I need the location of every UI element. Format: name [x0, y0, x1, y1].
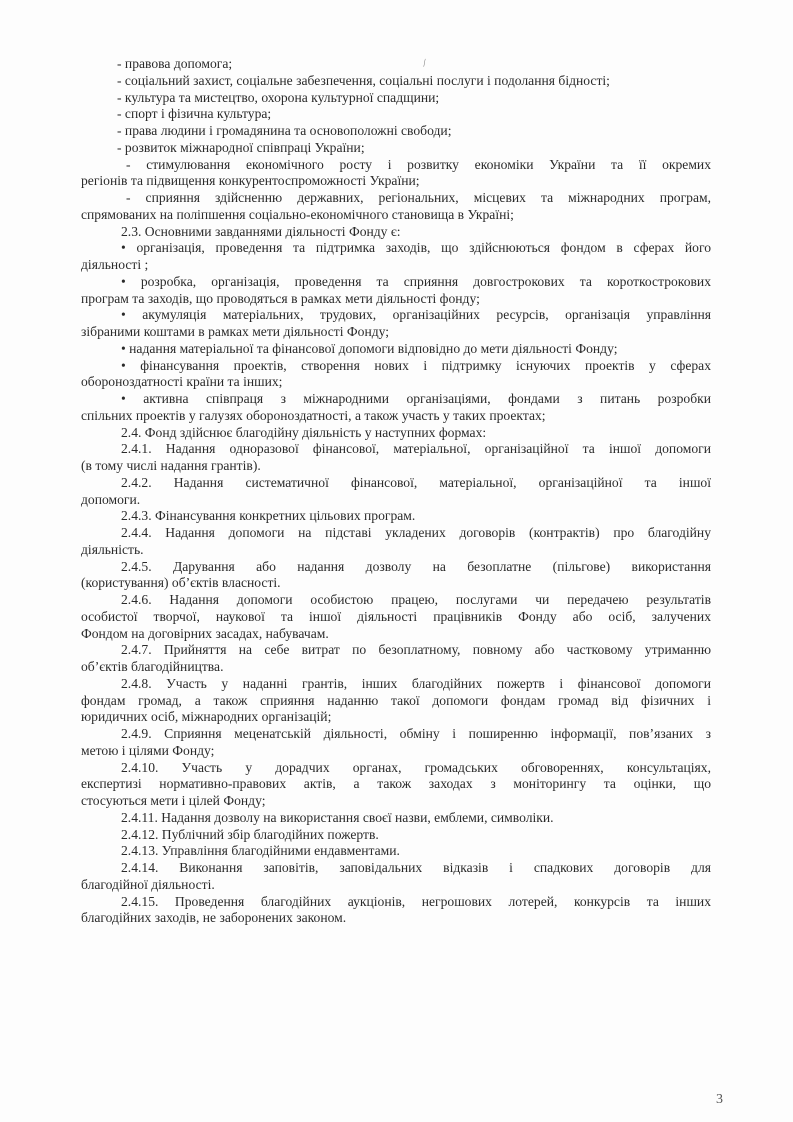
- text-line: особистої творчої, наукової та іншої діяльності працівників Фонду або осіб, залучених: [81, 608, 711, 624]
- text-line: обороноздатності країни та інших;: [81, 374, 283, 390]
- text-line: 2.4.1. Надання одноразової фінансової, матеріальної, організаційної та іншої допомоги: [121, 441, 711, 457]
- text-line: 2.4.9. Сприяння меценатській діяльності, обміну і поширенню інформації, пов’язаних з: [121, 726, 711, 741]
- text-line: спільних проектів у галузях обороноздатності, а також участь у таких проектах;: [81, 407, 546, 423]
- text-line: програм та заходів, що проводяться в рамках мети діяльності фонду;: [81, 290, 480, 306]
- text-line: 2.4.4. Надання допомоги на підставі укладених договорів (контрактів) про благодійну: [121, 525, 711, 540]
- text-line: • акумуляція матеріальних, трудових, організаційних ресурсів, організація управління: [121, 307, 711, 323]
- text-line: • організація, проведення та підтримка заходів, що здійснюються фондом в сферах його: [121, 240, 711, 256]
- text-line: 2.4. Фонд здійснює благодійну діяльність у наступних формах:: [121, 424, 487, 440]
- text-line: 2.4.2. Надання систематичної фінансової, матеріальної, організаційної та іншої: [121, 474, 711, 490]
- text-line: (користування) об’єктів власності.: [81, 575, 281, 591]
- text-line: юридичних осіб, міжнародних організацій;: [81, 709, 332, 725]
- document-body: [81, 56, 711, 927]
- text-line: благодійних заходів, не заборонених законом.: [81, 910, 347, 926]
- text-line: 2.4.6. Надання допомоги особистою працею, послугами чи передачею результатів: [121, 592, 711, 607]
- text-line: - сприяння здійсненню державних, регіональних, місцевих та міжнародних програм,: [126, 190, 711, 205]
- text-line: 2.4.14. Виконання заповітів, заповідальних відказів і спадкових договорів для: [121, 860, 711, 875]
- page-number: 3: [716, 1092, 723, 1107]
- text-line: 2.4.8. Участь у наданні грантів, інших благодійних пожертв і фінансової допомоги: [121, 675, 711, 691]
- text-line: благодійної діяльності.: [81, 876, 215, 892]
- text-line: 2.4.15. Проведення благодійних аукціонів, негрошових лотерей, конкурсів та інших: [121, 893, 711, 909]
- text-line: метою і цілями Фонду;: [81, 742, 215, 758]
- text-line: діяльність.: [81, 541, 144, 557]
- text-line: спрямованих на поліпшення соціально-економічного становища в Україні;: [81, 206, 514, 222]
- text-line: допомоги.: [81, 491, 141, 507]
- text-line: 2.4.10. Участь у дорадчих органах, громадських обговореннях, консультаціях,: [121, 759, 711, 775]
- pen-mark: ⁄: [421, 58, 428, 69]
- text-line: експертизі нормативно-правових актів, а також заходах з моніторингу та оцінки, що: [81, 776, 711, 792]
- text-line: • фінансування проектів, створення нових і підтримку існуючих проектів у сферах: [121, 357, 711, 373]
- text-line: 2.4.11. Надання дозволу на використання своєї назви, емблеми, символіки.: [121, 809, 554, 825]
- text-line: • розробка, організація, проведення та сприяння довгострокових та короткострокових: [121, 273, 711, 289]
- text-line: - розвиток міжнародної співпраці України;: [117, 139, 365, 155]
- text-line: (в тому числі надання грантів).: [81, 458, 261, 473]
- text-line: - правова допомога;: [117, 56, 233, 71]
- text-line: 2.3. Основними завданнями діяльності Фонду є:: [121, 223, 401, 239]
- text-line: фондам громад, а також сприяння наданню такої допомоги фондам громад від фізичних і: [81, 692, 711, 708]
- text-line: - культура та мистецтво, охорона культурної спадщини;: [117, 89, 440, 105]
- text-line: 2.4.12. Публічний збір благодійних пожертв.: [121, 826, 379, 842]
- text-line: об’єктів благодійництва.: [81, 659, 224, 674]
- text-line: 2.4.5. Дарування або надання дозволу на безоплатне (пільгове) використання: [121, 558, 711, 574]
- text-line: - права людини і громадянина та основоположні свободи;: [117, 123, 452, 138]
- text-line: - стимулювання економічного росту і розвитку економіки України та її окремих: [126, 156, 711, 172]
- text-line: стосуються мети і цілей Фонду;: [81, 793, 266, 808]
- text-line: 2.4.7. Прийняття на себе витрат по безоплатному, повному або частковому утриманню: [121, 642, 711, 658]
- text-line: регіонів та підвищення конкурентоспроможності України;: [81, 173, 420, 189]
- text-line: діяльності ;: [81, 257, 149, 272]
- text-line: • активна співпраця з міжнародними організаціями, фондами з питань розробки: [121, 391, 711, 406]
- text-line: 2.4.13. Управління благодійними ендавментами.: [121, 843, 400, 859]
- text-line: - спорт і фізична культура;: [117, 106, 272, 122]
- text-line: 2.4.3. Фінансування конкретних цільових програм.: [121, 508, 416, 524]
- text-line: зібраними коштами в рамках мети діяльності Фонду;: [81, 324, 390, 339]
- text-line: Фондом на договірних засадах, набувачам.: [81, 625, 329, 641]
- text-line: • надання матеріальної та фінансової допомоги відповідно до мети діяльності Фонду;: [121, 340, 618, 356]
- text-line: - соціальний захист, соціальне забезпечення, соціальні послуги і подолання бідності;: [117, 72, 610, 88]
